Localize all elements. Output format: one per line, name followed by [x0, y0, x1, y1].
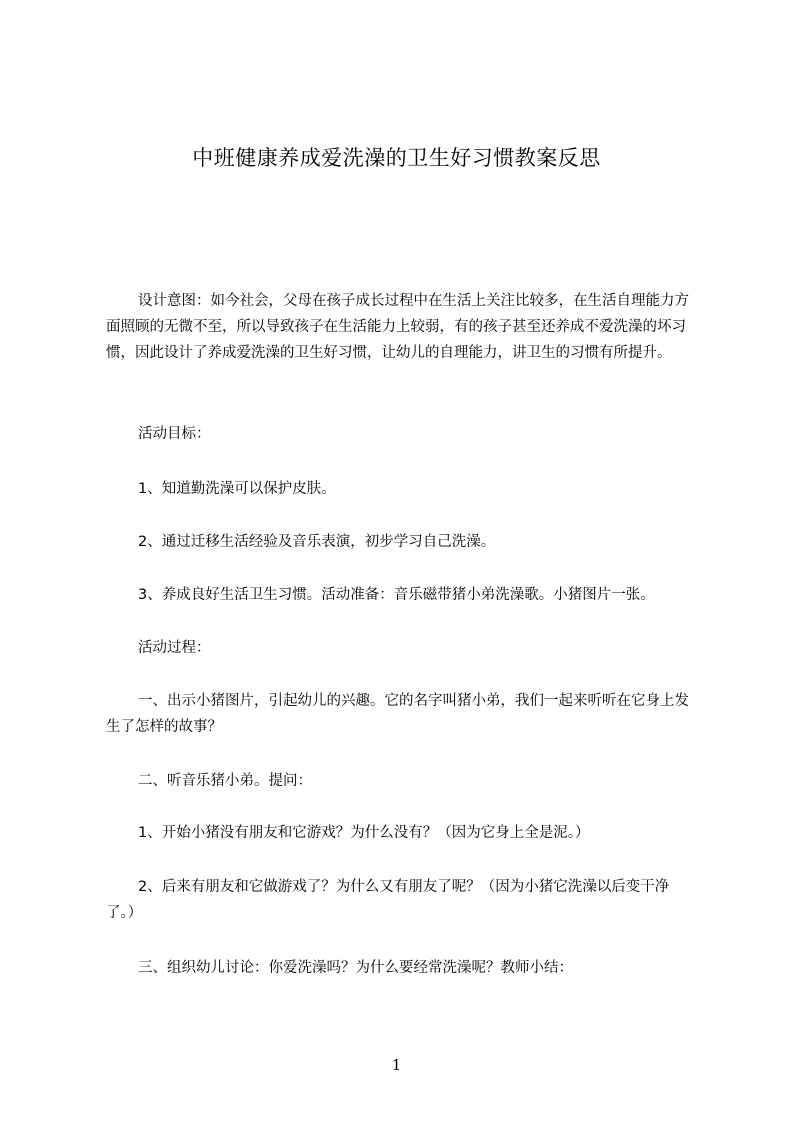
paragraph-activity-goals-heading: 活动目标：: [138, 426, 211, 442]
paragraph-design-intent: 设计意图：如今社会，父母在孩子成长过程中在生活上关注比较多，在生活自理能力方面照顾的无微不至，所以导致孩子在生活能力上较弱，有的孩子甚至还养成不爱洗澡的坏习惯，因此设计了养成爱洗澡的卫生好习惯，让幼儿的自理能力，讲卫生的习惯有所提升。: [106, 293, 689, 361]
page-title: 中班健康养成爱洗澡的卫生好习惯教案反思: [192, 146, 601, 170]
paragraph-goal-1: 1、知道勤洗澡可以保护皮肤。: [138, 481, 336, 497]
paragraph-step-3: 三、组织幼儿讨论：你爱洗澡吗？为什么要经常洗澡呢？教师小结：: [138, 960, 573, 976]
paragraph-step-2: 二、听音乐猪小弟。提问：: [138, 773, 312, 789]
paragraph-goal-3: 3、养成良好生活卫生习惯。活动准备：音乐磁带猪小弟洗澡歌。小猪图片一张。: [138, 587, 655, 603]
paragraph-activity-process-heading: 活动过程：: [138, 640, 211, 656]
paragraph-question-2: 2、后来有朋友和它做游戏了？为什么又有朋友了呢？（因为小猪它洗澡以后变干净了。）: [106, 879, 670, 921]
paragraph-question-1: 1、开始小猪没有朋友和它游戏？为什么没有？（因为它身上全是泥。）: [138, 825, 590, 841]
paragraph-goal-2: 2、通过迁移生活经验及音乐表演，初步学习自己洗澡。: [138, 534, 496, 550]
paragraph-step-1: 一、出示小猪图片，引起幼儿的兴趣。它的名字叫猪小弟，我们一起来听听在它身上发生了怎样的故事？: [106, 693, 689, 735]
page-number: 1: [391, 1056, 402, 1074]
